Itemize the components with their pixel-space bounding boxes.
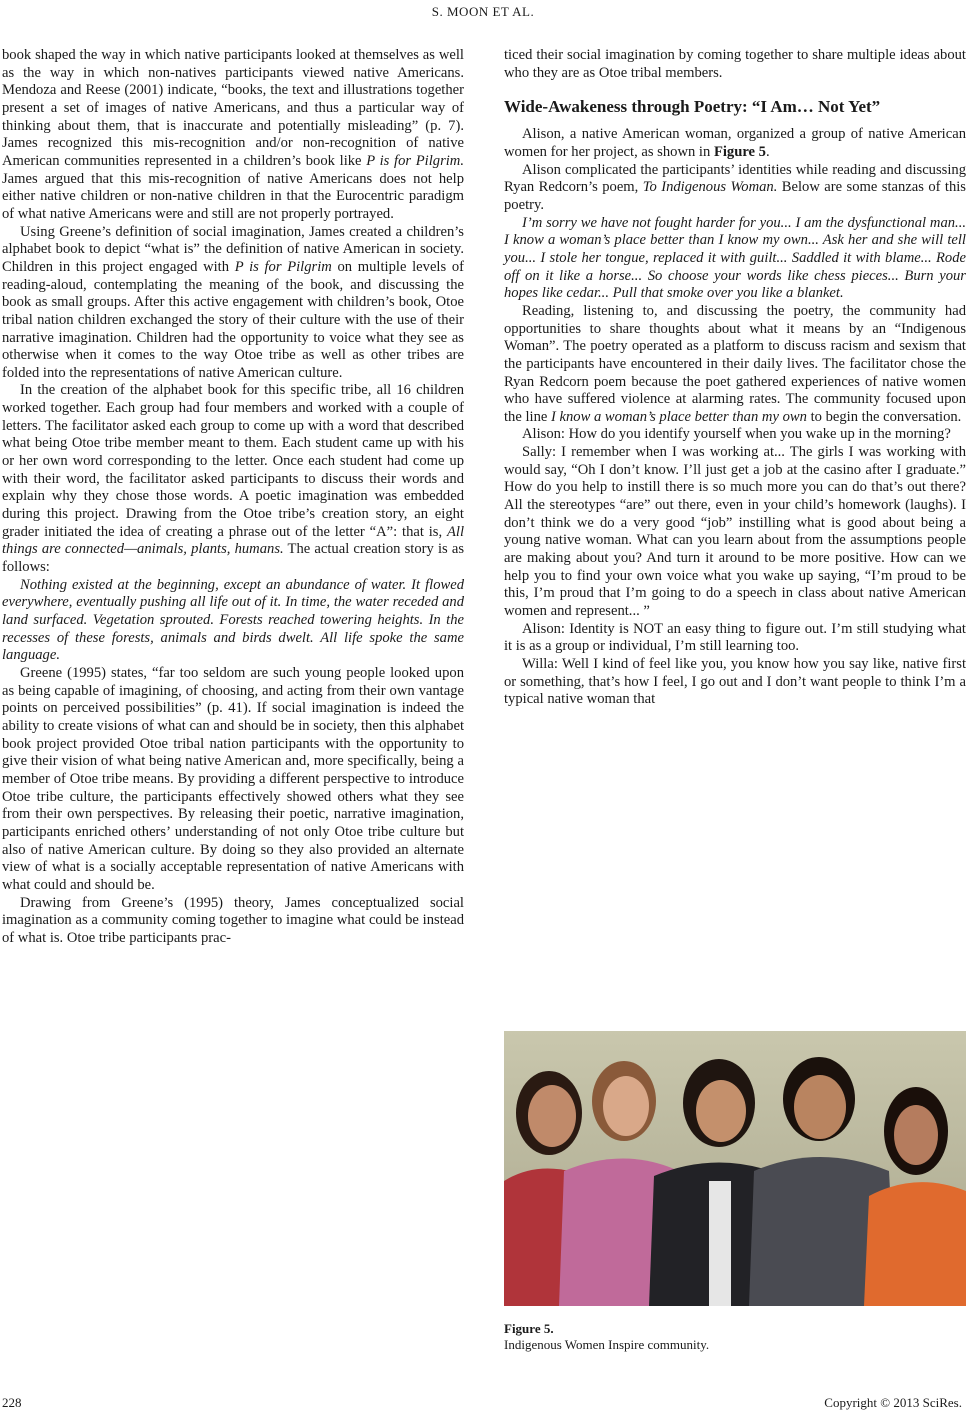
paragraph: Alison complicated the participants’ identities while reading and discussing Ryan Redcorn’s poem, To Indigenous Woman. Below are some stanzas of this poetry. — [504, 161, 966, 213]
group-photo — [504, 1031, 966, 1306]
figure-caption — [504, 1321, 966, 1353]
paragraph: book shaped the way in which native participants looked at themselves as well as the way in which non-natives participants viewed native Americans. Mendoza and Reese (2001) indicate, “books, the text and illustrations together present a set of images of native Americans, and thus a particular way of thinking about them, that is inaccurate and potentially misleading” (p. 7). James recognized this mis-recognition and/or non-recognition of native American communities represented in a children’s book like P is for Pilgrim. James argued that this mis-recognition of native Americans does not help either native children or non-native children in that the Eurocentric paradigm of what native Americans were and still are not properly portrayed. — [2, 47, 464, 222]
figure-caption-text: Indigenous Women Inspire community. — [504, 1337, 710, 1352]
left-column — [2, 47, 464, 947]
paragraph: Drawing from Greene’s (1995) theory, James conceptualized social imagination as a community coming together to imagine what could be instead of what is. Otoe tribe participants prac- — [2, 894, 464, 946]
paragraph: In the creation of the alphabet book for this specific tribe, all 16 children worked together. Each group had four members and worked with a couple of letters. The facilitator asked each group to come up with a word that described what being Otoe tribe member meant to them. Each student came up with his or her own word corresponding to the letter. Once each student had come up with their word, the facilitator asked participants to discuss their words and explain why they chose those words. A poetic imagination was embedded during this project. Drawing from the Otoe tribe’s creation story, an eight grader initiated the idea of creating a phrase out of the letter “A”: that is, All things are connected—animals, plants, humans. The actual creation story is as follows: — [2, 382, 465, 576]
creation-story-quote: Nothing existed at the beginning, except an abundance of water. It flowed everywhere, eventually pushing all life out of it. In time, the water receded and land surfaced. Vegetation sprouted. Forests reached towering heights. In the recesses of these forests, animals and birds dwelt. All life spoke the same language. — [2, 576, 464, 664]
poem-quote: I’m sorry we have not fought harder for you... I am the dysfunctional man... I know a woman’s place better than I know my own... Ask her and she will tell you... I stole her tongue, replaced it with guilt... Saddled it with blame... Rode off on it like a horse... So choose your words like chess pieces... Burn your hopes like cedar... Pull that smoke over you like a blanket. — [504, 214, 966, 302]
paragraph: Willa: Well I kind of feel like you, you know how you say like, native first or something, that’s how I feel, I go out and I don’t want people to think I’m a typical native woman that — [504, 656, 966, 708]
figure-reference: Figure 5 — [713, 143, 766, 160]
paragraph: Sally: I remember when I was working at... The girls I was working with would say, “Oh I don’t know. I’ll just get a job at the casino after I graduate.” How do you help to instill there is so much more you can do that’s out there? All the stereotypes “are” out there, even in your child’s homework (laughs). I don’t think we do a very good “job” instilling what is good about being a young native woman. What can you learn about from the assumptions people are making about you? And turn it around to be more positive. How can we help you to find your own voice what you wake up saying, “I’m proud to be this, I’m proud that I’m going to do a speech in class about native American women and represent... ” — [504, 444, 966, 620]
paragraph: Alison, a native American woman, organized a group of native American women for her project, as shown in Figure 5. — [504, 126, 966, 160]
paragraph: Alison: How do you identify yourself when you wake up in the morning? — [522, 426, 951, 443]
running-head: S. MOON ET AL. — [431, 4, 535, 19]
paragraph: Alison: Identity is NOT an easy thing to figure out. I’m still studying what it is as a group or individual, I’m still learning too. — [504, 620, 966, 655]
paragraph: Reading, listening to, and discussing the poetry, the community had opportunities to share thoughts about what it means by an “Indigenous Woman”. The poetry operated as a platform to discuss racism and sexism that the participants have encountered in their daily lives. The facilitator chose the Ryan Redcorn poem because the poet gathered experiences of native women who have suffered violence at alarming rates. The community focused upon the line I know a woman’s place better than my own to begin the conversation. — [504, 302, 966, 425]
page-number: 228 — [2, 1395, 22, 1410]
section-heading: Wide-Awakeness through Poetry: “I Am… Not Yet” — [504, 97, 881, 117]
figure-label: Figure 5. — [504, 1321, 554, 1336]
paragraph: ticed their social imagination by coming together to share multiple ideas about who they are as Otoe tribal members. — [504, 47, 966, 81]
right-column — [504, 47, 966, 709]
paragraph: Using Greene’s definition of social imagination, James created a children’s alphabet book to depict “what is” the definition of native American in society. Children in this project engaged with P is for Pilgrim on multiple levels of reading-aloud, contemplating the meaning of the book, and discussing the book as small groups. After this active engagement with children’s book, Otoe tribal nation children exchanged the story of their culture with the use of their narrative imagination. Children had the opportunity to voice what they see as otherwise when it comes to the way Otoe tribe as well as other tribes are folded into the representations of native American culture. — [2, 223, 464, 381]
paragraph: Greene (1995) states, “far too seldom are such young people looked upon as being capable of imagining, of choosing, and acting from their own vantage points on perceived possibilities” (p. 41). If social imagination is indeed the ability to create visions of what can and should be in society, then this alphabet book project provided Otoe tribal nation participants with the opportunity to give their vision of what being native American and, more specifically, being a member of Otoe tribe means. By providing a different perspective to introduce Otoe tribe culture, the participants effectively showed others what they see from their own perspectives. By releasing their poetic, narrative imagination, participants enriched others’ understanding of not only Otoe tribe culture but also of native American culture. By doing so they also provided an alternate view of what is a socially acceptable representation of native Americans with what could and should be. — [2, 664, 464, 893]
copyright: Copyright © 2013 SciRes. — [824, 1395, 962, 1410]
